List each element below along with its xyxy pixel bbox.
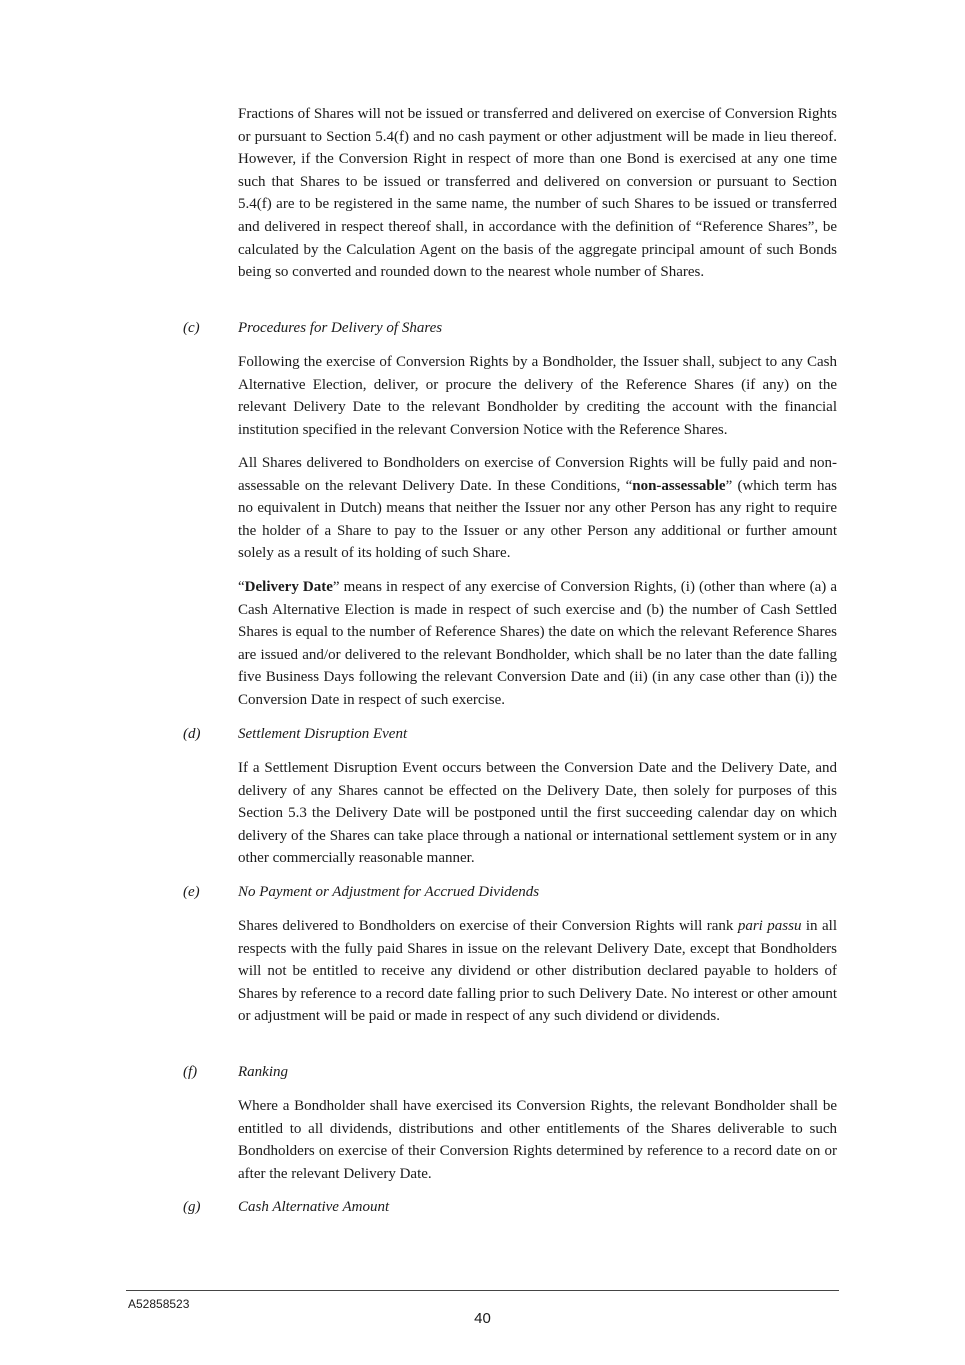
paragraph-ranking: Where a Bondholder shall have exercised its Conversion Rights, the relevant Bondholder shall be entitled to all dividends, distributions and other entitlements of the Shares deliverable to such Bondholders on exercise of their Conversion Rights determined by reference to a record date on or after the relevant Delivery Date.	[238, 1098, 837, 1182]
paragraph-procedures-delivery: Following the exercise of Conversion Rights by a Bondholder, the Issuer shall, subject to any Cash Alternative Election, deliver, or procure the delivery of the Reference Shares (if any) on the relevant Delivery Date to the relevant Bondholder by crediting the account with the financial institution specified in the relevant Conversion Notice with the Reference Shares.	[238, 354, 837, 438]
section-label: (f)	[183, 1064, 198, 1080]
section-title: Ranking	[238, 1064, 288, 1080]
text-run: ” (which term has no equivalent in Dutch) means that neither the Issuer nor any other Person has any right to require the holder of a Share to pay to the Issuer or any other Person any additional or further amount solely as a result of its holding of such Share.	[238, 477, 838, 562]
text-run: Shares delivered to Bondholders on exercise of their Conversion Rights will rank	[238, 918, 738, 934]
section-heading-c	[0, 317, 965, 339]
paragraph-delivery-date-definition	[238, 576, 837, 712]
section-label: (g)	[183, 1199, 201, 1215]
page-number: 40	[474, 1310, 491, 1327]
section-title: Settlement Disruption Event	[238, 726, 408, 742]
defined-term: non-assessable	[632, 477, 726, 494]
paragraph-non-assessable	[238, 452, 837, 565]
paragraph-fractions-of-shares: Fractions of Shares will not be issued or transferred and delivered on exercise of Conversion Rights or pursuant to Section 5.4(f) and no cash payment or other adjustment will be made in lieu thereof. However, if the Conversion Right in respect of more than one Bond is exercised at any one time such that Shares to be issued or transferred and delivered on conversion or pursuant to Section 5.4(f) are to be registered in the same name, the number of such Shares to be issued or transferred and delivered in respect thereof shall, in accordance with the definition of “Reference Shares”, be calculated by the Calculation Agent on the basis of the aggregate principal amount of such Bonds being so converted and rounded down to the nearest whole number of Shares.	[238, 106, 837, 281]
section-label: (d)	[183, 726, 201, 742]
section-heading-d	[0, 723, 965, 745]
section-label: (e)	[183, 884, 200, 900]
text-run: All Shares delivered to Bondholders on exercise of Conversion Rights will be fully paid and non-assessable on the relevant Delivery Date. In these Conditions, “	[238, 455, 837, 494]
section-heading-g	[0, 1196, 965, 1218]
section-title: No Payment or Adjustment for Accrued Dividends	[238, 884, 540, 900]
section-label: (c)	[183, 320, 200, 336]
footer-divider	[126, 1290, 839, 1291]
document-reference: A52858523	[128, 1297, 190, 1311]
text-run: “	[238, 579, 245, 595]
paragraph-no-payment-dividends	[238, 915, 837, 1028]
section-title: Procedures for Delivery of Shares	[238, 320, 443, 336]
paragraph-settlement-disruption: If a Settlement Disruption Event occurs between the Conversion Date and the Delivery Date, and delivery of any Shares cannot be effected on the Delivery Date, then solely for purposes of this Section 5.3 the Delivery Date will be postponed until the first succeeding calendar day on which delivery of the Shares can take place through a national or international settlement system or in any other commercially reasonable manner.	[238, 760, 837, 867]
defined-term: Delivery Date	[244, 579, 333, 595]
text-run: in all respects with the fully paid Shares in issue on the relevant Delivery Date, except that Bondholders will not be entitled to receive any dividend or other distribution declared payable to holders of Shares by reference to a record date falling prior to such Delivery Date. No interest or other amount or adjustment will be paid or made in respect of any such dividend or dividends.	[238, 918, 837, 1025]
section-heading-e	[0, 881, 965, 903]
latin-term: pari passu	[737, 918, 802, 934]
section-title: Cash Alternative Amount	[238, 1199, 390, 1215]
text-run: ” means in respect of any exercise of Conversion Rights, (i) (other than where (a) a Cash Alternative Election is made in respect of such exercise and (b) the number of Cash Settled Shares is equal to the number of Reference Shares) the date on which the relevant Reference Shares are issued and/or delivered to the relevant Bondholder, which shall be no later than the date falling five Business Days following the relevant Conversion Date and (ii) (in any case other than (i)) the Conversion Date in respect of such exercise.	[238, 579, 837, 708]
section-heading-f	[0, 1061, 965, 1083]
